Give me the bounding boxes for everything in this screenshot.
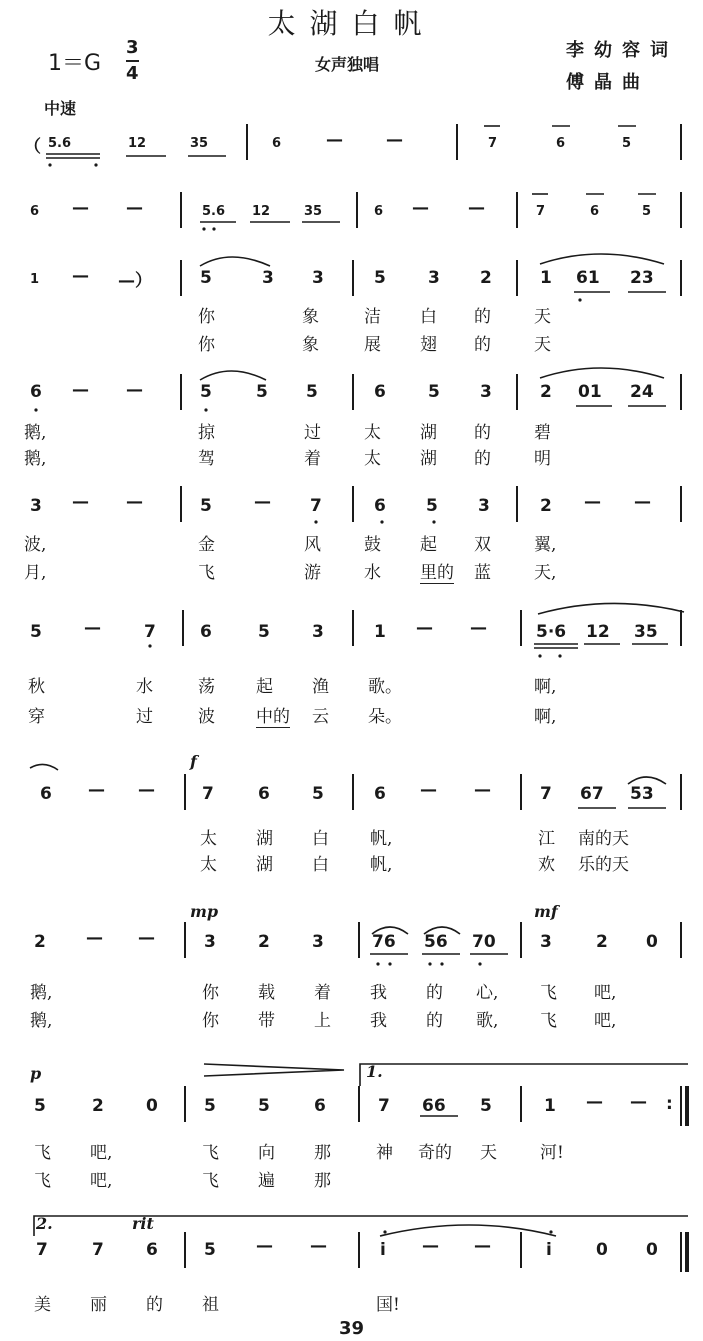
lyric: 白	[312, 855, 329, 875]
note: 3	[312, 268, 324, 288]
dash: —	[470, 618, 487, 638]
octave-dot	[314, 520, 317, 523]
lyric: 飞	[540, 983, 557, 1003]
octave-dot	[428, 962, 431, 965]
lyric: 载	[258, 983, 275, 1003]
lyric: 歌。	[368, 677, 402, 697]
dash: —	[310, 1236, 327, 1256]
lyric: 象	[302, 335, 319, 355]
lyric: 的	[146, 1295, 163, 1315]
dash: —	[416, 618, 433, 638]
note: 3	[262, 268, 274, 288]
octave-dot	[204, 408, 207, 411]
lyric: 鹅,	[30, 983, 53, 1003]
note: 3	[312, 932, 324, 952]
dash: —	[86, 928, 103, 948]
lyric: 我	[370, 1011, 387, 1031]
note: 7	[488, 136, 498, 151]
note: 3	[204, 932, 216, 952]
octave-dot	[538, 654, 541, 657]
lyric: 的	[474, 449, 491, 469]
note: 6	[374, 204, 384, 219]
meter-top: 3	[126, 37, 139, 58]
note: 6	[200, 622, 212, 642]
note: 5	[30, 622, 42, 642]
note: 5	[258, 622, 270, 642]
lyric: 水	[364, 563, 381, 583]
note: 2	[258, 932, 270, 952]
lyric: 的	[474, 335, 491, 355]
lyric: 着	[314, 983, 331, 1003]
lyric: 飞	[540, 1011, 557, 1031]
note-high: i	[546, 1240, 552, 1260]
ritardando-marking: rit	[132, 1214, 154, 1233]
lyric: 神	[376, 1143, 393, 1163]
lyric: 河!	[540, 1143, 564, 1163]
lyric: 风	[304, 535, 321, 555]
lyric: 云	[312, 707, 329, 727]
octave-dot	[34, 408, 37, 411]
note-group: 12	[586, 622, 610, 642]
lyric: 掠	[198, 423, 215, 443]
note-group: 5.6	[48, 136, 72, 151]
note: 7	[536, 204, 546, 219]
lyric: 白	[312, 829, 329, 849]
lyric: 白	[420, 307, 437, 327]
note: 5	[258, 1096, 270, 1116]
lyric: 美	[34, 1295, 51, 1315]
dash: —	[584, 492, 601, 512]
octave-dot	[376, 962, 379, 965]
note: 5	[200, 268, 212, 288]
dash: —	[634, 492, 651, 512]
lyric: 着	[304, 449, 321, 469]
song-title: 太湖白帆	[267, 7, 436, 40]
note-group: 61	[576, 268, 600, 288]
lyric: 湖	[420, 449, 437, 469]
lyric: 你	[198, 335, 215, 355]
first-ending-bracket	[360, 1064, 688, 1086]
note-group: 35	[634, 622, 658, 642]
decrescendo-hairpin	[204, 1064, 344, 1076]
dynamic-mezzo-piano: mp	[190, 902, 219, 921]
slur	[200, 257, 270, 266]
note-group: 56	[424, 932, 448, 952]
octave-dot	[212, 227, 215, 230]
slur	[380, 1225, 556, 1236]
lyric: 南的天	[578, 829, 629, 849]
lyric: 天	[480, 1143, 497, 1163]
note: 5	[204, 1096, 216, 1116]
slur	[540, 254, 664, 264]
lyric: 遍	[258, 1171, 275, 1191]
note: 2	[92, 1096, 104, 1116]
lyric: 我	[370, 983, 387, 1003]
dash: —	[422, 1236, 439, 1256]
lyric: 湖	[420, 423, 437, 443]
note: 0	[146, 1096, 158, 1116]
slur	[372, 927, 408, 934]
lyric: 啊,	[534, 677, 557, 697]
note: 7	[202, 784, 214, 804]
octave-dot	[578, 298, 581, 301]
note: 5	[200, 382, 212, 402]
note: 1	[544, 1096, 556, 1116]
lyric: 鹅,	[24, 423, 47, 443]
page-number: 39	[338, 1318, 365, 1339]
meter-bottom: 4	[126, 63, 139, 84]
lyric: 飞	[34, 1171, 51, 1191]
lyric: 双	[474, 535, 491, 555]
lyric: 你	[202, 1011, 219, 1031]
lyric: 蓝	[474, 563, 491, 583]
note: 6	[556, 136, 566, 151]
note: 5	[256, 382, 268, 402]
note: 3	[312, 622, 324, 642]
lyric: 丽	[90, 1295, 107, 1315]
note: 5	[204, 1240, 216, 1260]
note: 6	[30, 382, 42, 402]
dash: —	[256, 1236, 273, 1256]
lyric: 明	[534, 449, 551, 469]
key-signature: 1＝G	[48, 51, 102, 76]
tie	[30, 764, 58, 770]
dash: —	[412, 198, 429, 218]
dash: —	[72, 266, 89, 286]
octave-dot	[148, 644, 151, 647]
note: 6	[374, 784, 386, 804]
octave-dot	[94, 163, 97, 166]
dash: —	[630, 1092, 647, 1112]
note-group: 12	[128, 136, 147, 151]
lyric: 游	[304, 563, 321, 583]
dash: —	[72, 380, 89, 400]
open-paren: （	[24, 137, 41, 157]
lyric: 吧,	[90, 1143, 113, 1163]
note-group: 5·6	[536, 622, 567, 642]
octave-dot-high	[383, 1230, 386, 1233]
lyric: 鹅,	[30, 1011, 53, 1031]
note: 1	[374, 622, 386, 642]
dash: —	[138, 928, 155, 948]
octave-dot	[388, 962, 391, 965]
note: 1	[540, 268, 552, 288]
lyric: 湖	[256, 829, 273, 849]
lyric: 月,	[24, 563, 47, 583]
note: 6	[30, 204, 40, 219]
lyric: 渔	[312, 677, 329, 697]
lyric: 歌,	[476, 1011, 499, 1031]
note: 3	[480, 382, 492, 402]
lyric: 湖	[256, 855, 273, 875]
lyric: 祖	[202, 1295, 219, 1315]
composer-credit: 傅晶曲	[566, 72, 650, 93]
note: 0	[646, 932, 658, 952]
note-group: 12	[252, 204, 271, 219]
lyric: 吧,	[594, 983, 617, 1003]
lyric: 心,	[476, 983, 499, 1003]
lyric: 啊,	[534, 707, 557, 727]
dash: —	[72, 198, 89, 218]
lyric: 乐的天	[578, 855, 629, 875]
lyric: 上	[314, 1011, 331, 1031]
note-group: 53	[630, 784, 654, 804]
lyric: 帆,	[370, 829, 393, 849]
lyric: 翅	[420, 335, 437, 355]
note: 5	[426, 496, 438, 516]
note: 6	[272, 136, 282, 151]
note: 5	[480, 1096, 492, 1116]
lyric: 那	[314, 1143, 331, 1163]
lyric: 洁	[364, 307, 381, 327]
dash: —	[254, 492, 271, 512]
lyric: 天	[534, 335, 551, 355]
note: 6	[40, 784, 52, 804]
note-group: 76	[372, 932, 396, 952]
lyric: 奇的	[418, 1143, 452, 1163]
dash: —	[126, 492, 143, 512]
lyric: 里的	[420, 558, 454, 584]
octave-dot	[202, 227, 205, 230]
lyric: 江	[538, 829, 555, 849]
octave-dot	[432, 520, 435, 523]
dash: —	[84, 618, 101, 638]
note: 5	[622, 136, 632, 151]
note: 7	[378, 1096, 390, 1116]
lyric: 吧,	[594, 1011, 617, 1031]
lyric: 金	[198, 535, 215, 555]
note: 6	[590, 204, 600, 219]
lyric: 太	[364, 423, 381, 443]
octave-dot	[380, 520, 383, 523]
note: 3	[540, 932, 552, 952]
lyric: 的	[426, 1011, 443, 1031]
dash: —	[88, 780, 105, 800]
lyric: 起	[420, 535, 437, 555]
note: 5	[428, 382, 440, 402]
lyric: 吧,	[90, 1171, 113, 1191]
note: 2	[480, 268, 492, 288]
lyric: 太	[200, 829, 217, 849]
lyric: 穿	[28, 707, 45, 727]
note-group: 67	[580, 784, 604, 804]
lyric: 欢	[538, 855, 555, 875]
lyric: 象	[302, 307, 319, 327]
lyric: 鼓	[364, 535, 381, 555]
lyric: 翼,	[534, 535, 557, 555]
second-ending-bracket	[34, 1216, 688, 1236]
slur	[540, 368, 664, 378]
slur	[538, 603, 684, 614]
octave-dot	[478, 962, 481, 965]
dash: —	[72, 492, 89, 512]
lyric: 秋	[28, 677, 45, 697]
note: 5	[306, 382, 318, 402]
lyric: 飞	[34, 1143, 51, 1163]
note-group: 35	[190, 136, 209, 151]
lyric: 那	[314, 1171, 331, 1191]
lyric: 水	[136, 677, 153, 697]
note: 6	[314, 1096, 326, 1116]
lyric: 天	[534, 307, 551, 327]
dash: —	[420, 780, 437, 800]
note-high: i	[380, 1240, 386, 1260]
note: 6	[258, 784, 270, 804]
note-group: 66	[422, 1096, 446, 1116]
lyric: 太	[364, 449, 381, 469]
note: 1	[30, 272, 40, 287]
rest: 0	[646, 1240, 658, 1260]
repeat-dots: :	[666, 1094, 673, 1114]
note: 5	[642, 204, 652, 219]
note: 6	[146, 1240, 158, 1260]
lyric: 的	[474, 423, 491, 443]
octave-dot	[558, 654, 561, 657]
octave-dot	[440, 962, 443, 965]
tempo-marking: 中速	[44, 99, 77, 118]
octave-dot-high	[549, 1230, 552, 1233]
dynamic-mezzo-forte: mf	[534, 902, 558, 921]
note: 5	[34, 1096, 46, 1116]
note: 7	[36, 1240, 48, 1260]
lyric: 荡	[198, 677, 215, 697]
note-group: 35	[304, 204, 323, 219]
lyric: 国!	[376, 1295, 400, 1315]
note: 6	[374, 382, 386, 402]
note: 7	[540, 784, 552, 804]
note-group: 23	[630, 268, 654, 288]
note: 7	[92, 1240, 104, 1260]
lyric: 朵。	[368, 707, 402, 727]
lyric: 太	[200, 855, 217, 875]
dash-close-paren: —）	[118, 271, 152, 291]
dash: —	[474, 1236, 491, 1256]
lyric: 你	[198, 307, 215, 327]
lyric: 中的	[256, 702, 290, 728]
dash: —	[126, 380, 143, 400]
second-ending-label: 2.	[36, 1214, 53, 1233]
lyric: 的	[426, 983, 443, 1003]
note: 2	[34, 932, 46, 952]
note: 7	[310, 496, 322, 516]
lyric: 天,	[534, 563, 557, 583]
note-group: 70	[472, 932, 496, 952]
note: 3	[30, 496, 42, 516]
note-group: 5.6	[202, 204, 226, 219]
lyric: 过	[136, 707, 153, 727]
dash: —	[126, 198, 143, 218]
note: 2	[540, 496, 552, 516]
slur	[424, 927, 460, 934]
dash: —	[138, 780, 155, 800]
note-group: 01	[578, 382, 602, 402]
lyric: 飞	[198, 563, 215, 583]
performance-type: 女声独唱	[315, 55, 380, 74]
lyricist-credit: 李幼容词	[566, 40, 678, 61]
note: 5	[374, 268, 386, 288]
dynamic-piano: p	[30, 1064, 42, 1083]
note: 5	[200, 496, 212, 516]
note: 2	[540, 382, 552, 402]
octave-dot	[48, 163, 51, 166]
dash: —	[586, 1092, 603, 1112]
note: 3	[428, 268, 440, 288]
slur	[200, 371, 266, 380]
dash: —	[474, 780, 491, 800]
lyric: 波,	[24, 535, 47, 555]
note: 6	[374, 496, 386, 516]
lyric: 起	[256, 677, 273, 697]
note: 7	[144, 622, 156, 642]
lyric: 带	[258, 1011, 275, 1031]
lyric: 过	[304, 423, 321, 443]
dash: —	[326, 130, 343, 150]
dash: —	[386, 130, 403, 150]
lyric: 波	[198, 707, 215, 727]
rest: 0	[596, 1240, 608, 1260]
lyric: 鹅,	[24, 449, 47, 469]
lyric: 飞	[202, 1143, 219, 1163]
slur	[628, 777, 666, 784]
dash: —	[468, 198, 485, 218]
note: 2	[596, 932, 608, 952]
lyric: 帆,	[370, 855, 393, 875]
note-group: 24	[630, 382, 654, 402]
lyric: 碧	[534, 423, 551, 443]
lyric: 展	[364, 335, 381, 355]
lyric: 向	[258, 1143, 275, 1163]
dynamic-forte: f	[190, 752, 197, 771]
note: 5	[312, 784, 324, 804]
lyric: 飞	[202, 1171, 219, 1191]
lyric: 的	[474, 307, 491, 327]
lyric: 你	[202, 983, 219, 1003]
lyric: 驾	[198, 449, 215, 469]
first-ending-label: 1.	[366, 1062, 383, 1081]
note: 3	[478, 496, 490, 516]
